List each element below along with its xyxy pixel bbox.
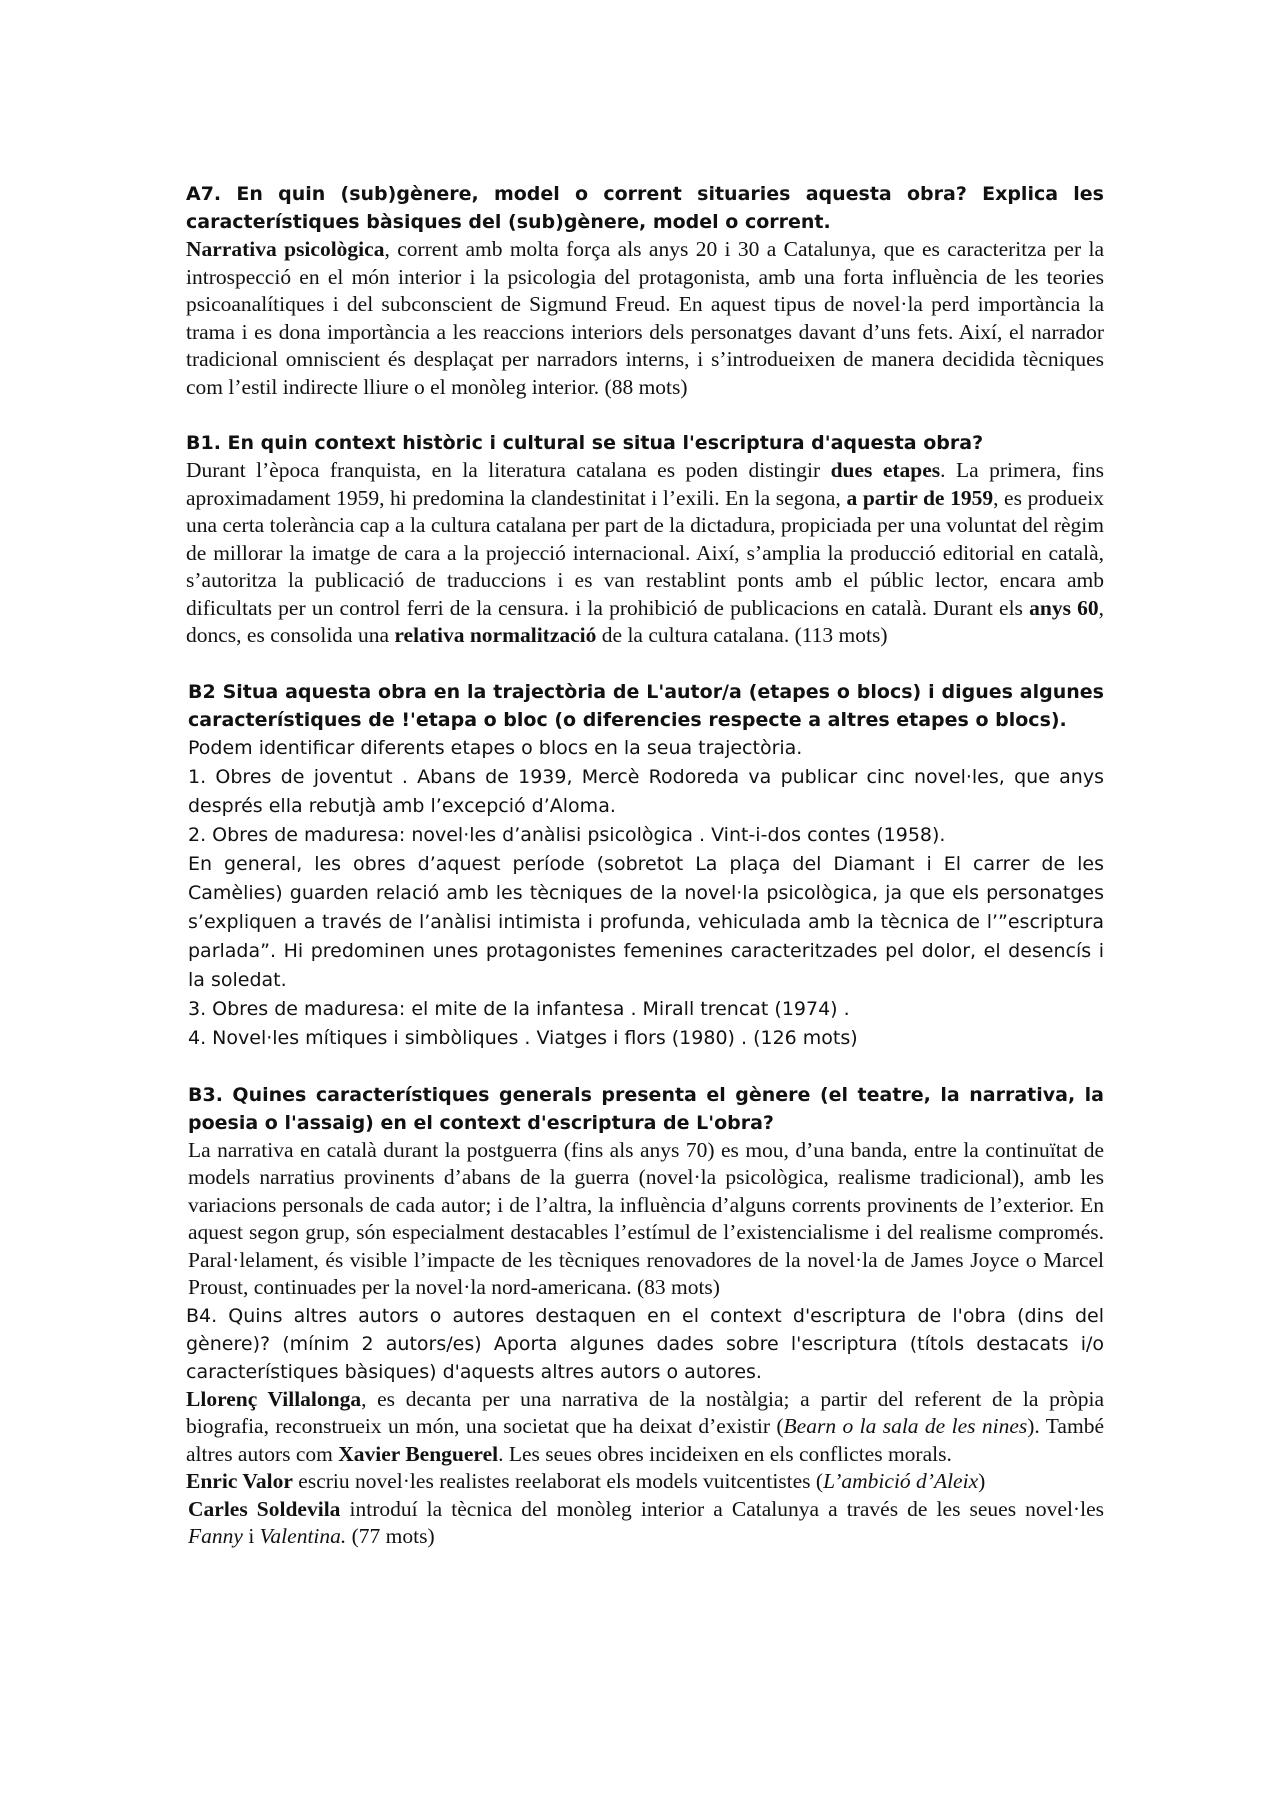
answer-b2-item-1: 1. Obres de joventut . Abans de 1939, Mercè Rodoreda va publicar cinc novel·les, que anys després ella rebutjà amb l’excepció d’Aloma. (188, 765, 1104, 817)
question-b1: B1. En quin context històric i cultural se situa l'escriptura d'aquesta obra? (186, 432, 984, 454)
question-b4: B4. Quins altres autors o autores destaquen en el context d'escriptura de l'obra (dins del gènere)? (mínim 2 autors/es) Aporta algunes dades sobre l'escriptura (títols destacats i/o característiques bàsiques) d'aquests altres autors o autores. (186, 1304, 1104, 1383)
document-body (186, 180, 1104, 1551)
question-b3: B3. Quines característiques generals presenta el gènere (el teatre, la narrativa, la poesia o l'assaig) en el context d'escriptura de L'obra? (188, 1083, 1104, 1134)
answer-b1: Durant l’època franquista, en la literatura catalana es poden distingir dues etapes. La primera, fins aproximadament 1959, hi predomina la clandestinitat i l’exili. En la segona, a partir de 1959, es produeix una certa tolerància cap a la cultura catalana per part de la dictadura, propiciada per una voluntat del règim de millorar la imatge de cara a la projecció internacional. Així, s’amplia la producció editorial en català, s’autoritza la publicació de traduccions i es van restablint ponts amb el públic lector, encara amb dificultats per un control ferri de la censura. i la prohibició de publicacions en català. Durant els anys 60, doncs, es consolida una relativa normalització de la cultura catalana. (113 mots) (186, 458, 1104, 647)
answer-b4-villalonga: Llorenç Villalonga, es decanta per una narrativa de la nostàlgia; a partir del referent de la pròpia biografia, reconstrueix un món, una societat que ha deixat d’existir (Bearn o la sala de les nines). També altres autors com Xavier Benguerel. Les seues obres incideixen en els conflictes morals. (186, 1386, 1105, 1466)
answer-b2-intro: Podem identificar diferents etapes o blocs en la seua trajectòria. (188, 736, 803, 759)
answer-b2-item-3: 3. Obres de maduresa: el mite de la infantesa . Mirall trencat (1974) . (188, 997, 850, 1020)
answer-b2-general: En general, les obres d’aquest període (sobretot La plaça del Diamant i El carrer de les Camèlies) guarden relació amb les tècniques de la novel·la psicològica, ja que els personatges s’expliquen a través de l’anàlisi intimista i profunda, vehiculada amb la tècnica de l’”escriptura parlada”. Hi predominen unes protagonistes femenines caracteritzades pel dolor, el desencís i la soledat. (188, 852, 1104, 991)
answer-b2-item-4: 4. Novel·les mítiques i simbòliques . Viatges i flors (1980) . (126 mots) (188, 1026, 858, 1049)
answer-b3: La narrativa en català durant la postguerra (fins als anys 70) es mou, d’una banda, entre la continuïtat de models narratius provinents d’abans de la guerra (novel·la psicològica, realisme tradicional), amb les variacions personals de cada autor; i de l’altra, la influència d’alguns corrents provinents de l’exterior. En aquest segon grup, són especialment destacables l’estímul de l’existencialisme i del realisme compromés. Paral·lelament, és visible l’impacte de les tècniques renovadores de la novel·la de James Joyce o Marcel Proust, continuades per la novel·la nord-americana. (83 mots) (188, 1137, 1104, 1299)
answer-b4-valor: Enric Valor escriu novel·les realistes reelaborat els models vuitcentistes (L’ambició d’Aleix) (186, 1469, 986, 1493)
question-a7: A7. En quin (sub)gènere, model o corrent situaries aquesta obra? Explica les característiques bàsiques del (sub)gènere, model o corrent. (186, 183, 1104, 233)
answer-a7: Narrativa psicològica, corrent amb molta força als anys 20 i 30 a Catalunya, que es caracteritza per la introspecció en el món interior i la psicologia del protagonista, amb una forta influència de les teories psicoanalítiques i del subconscient de Sigmund Freud. En aquest tipus de novel·la perd importància la trama i es dona importància a les reaccions interiors dels personatges davant d’uns fets. Així, el narrador tradicional omniscient és desplaçat per narradors interns, i s’introdueixen de manera decidida tècniques com l’estil indirecte lliure o el monòleg interior. (88 mots) (186, 237, 1105, 399)
answer-b4-soldevila: Carles Soldevila introduí la tècnica del monòleg interior a Catalunya a través de les seues novel·les Fanny i Valentina. (77 mots) (188, 1496, 1104, 1548)
question-b2: B2 Situa aquesta obra en la trajectòria de L'autor/a (etapes o blocs) i digues algunes característiques de !'etapa o bloc (o diferencies respecte a altres etapes o blocs). (188, 680, 1104, 731)
answer-b2-item-2: 2. Obres de maduresa: novel·les d’anàlisi psicològica . Vint-i-dos contes (1958). (188, 823, 946, 846)
bold-term: Narrativa psicològica (186, 237, 385, 261)
